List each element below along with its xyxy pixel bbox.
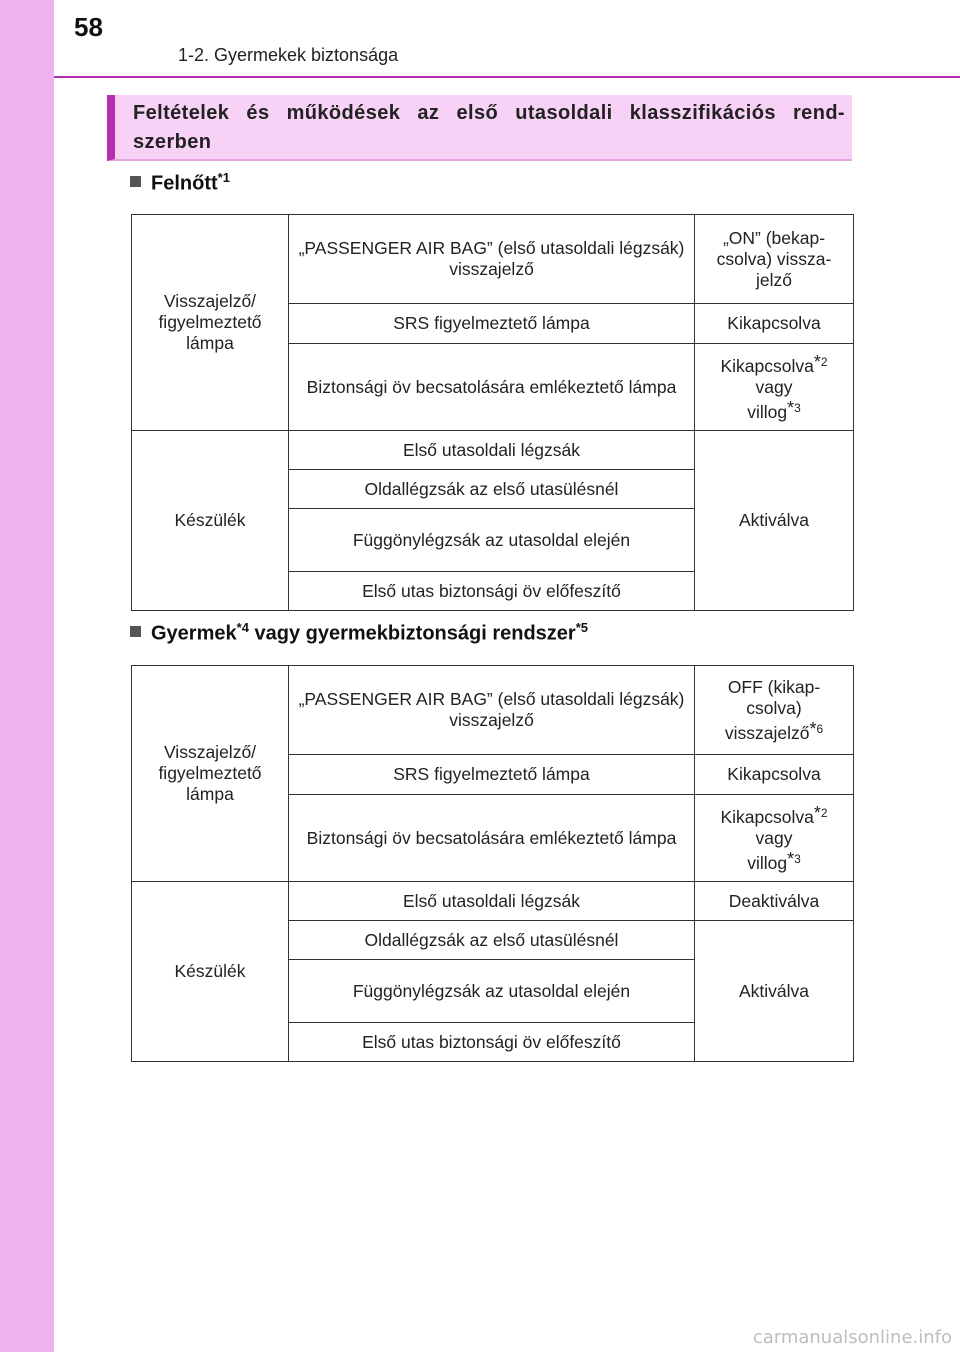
status-cell: Aktiválva xyxy=(695,431,854,611)
item-cell: Első utasoldali légzsák xyxy=(289,431,695,470)
status-cell: Deaktiválva xyxy=(695,882,854,921)
indicator-group-cell: Visszajelző/ figyelmeztető lámpa xyxy=(132,215,289,431)
adult-heading-label: Felnőtt xyxy=(151,172,218,195)
table-row xyxy=(132,666,854,755)
item-cell: Oldallégzsák az első utasülésnél xyxy=(289,470,695,509)
item-cell: Első utasoldali légzsák xyxy=(289,882,695,921)
item-cell: „PASSENGER AIR BAG” (első utasoldali légzsák) visszajelző xyxy=(289,215,695,304)
section-title-box xyxy=(107,95,852,161)
item-cell: SRS figyelmeztető lámpa xyxy=(289,755,695,795)
item-cell: Oldallégzsák az első utasülésnél xyxy=(289,921,695,960)
footnote-marker: *1 xyxy=(217,170,230,185)
item-cell: Biztonsági öv becsatolására emlékeztető lámpa xyxy=(289,795,695,882)
device-group-cell: Készülék xyxy=(132,431,289,611)
item-cell: SRS figyelmeztető lámpa xyxy=(289,304,695,344)
page-number: 58 xyxy=(74,12,103,42)
square-bullet-icon xyxy=(130,176,141,187)
square-bullet-icon xyxy=(130,626,141,637)
child-heading: Gyermek$^{*4}$ vagy gyermekbiztonsági rendszer$^{*5}$ xyxy=(130,620,588,646)
header-rule xyxy=(54,76,960,78)
adult-table xyxy=(131,214,854,611)
item-cell: „PASSENGER AIR BAG” (első utasoldali légzsák) visszajelző xyxy=(289,666,695,755)
adult-heading xyxy=(130,170,230,196)
section-title: Feltételek és működések az első utasoldali klasszifikációs rend-szerben xyxy=(133,102,845,153)
item-cell: Függönylégzsák az utasoldal elején xyxy=(289,509,695,572)
table-row xyxy=(132,882,854,921)
item-cell: Első utas biztonsági öv előfeszítő xyxy=(289,572,695,611)
status-cell: Aktiválva xyxy=(695,921,854,1062)
footnote-marker: *4 xyxy=(236,620,249,635)
footnote-marker: *5 xyxy=(575,620,589,635)
status-cell: Kikapcsolva$^{*2}$ vagy villog$^{*3}$ xyxy=(695,344,854,431)
side-tab-strip xyxy=(0,0,54,1352)
item-cell: Függönylégzsák az utasoldal elején xyxy=(289,960,695,1023)
indicator-group-cell: Visszajelző/ figyelmeztető lámpa xyxy=(132,666,289,882)
item-cell: Biztonsági öv becsatolására emlékeztető lámpa xyxy=(289,344,695,431)
status-cell: Kikapcsolva$^{*2}$ vagy villog$^{*3}$ xyxy=(695,795,854,882)
child-table xyxy=(131,665,854,1062)
status-cell: Kikapcsolva xyxy=(695,755,854,795)
status-cell: „ON” (bekap-csolva) vissza-jelző xyxy=(695,215,854,304)
table-row xyxy=(132,215,854,304)
table-row xyxy=(132,431,854,470)
device-group-cell: Készülék xyxy=(132,882,289,1062)
watermark: carmanualsonline.info xyxy=(752,1327,952,1348)
status-cell: Kikapcsolva xyxy=(695,304,854,344)
item-cell: Első utas biztonsági öv előfeszítő xyxy=(289,1023,695,1062)
status-cell: OFF (kikap-csolva) visszajelző$^{*6}$ xyxy=(695,666,854,755)
running-head: 1-2. Gyermekek biztonsága xyxy=(178,45,399,65)
